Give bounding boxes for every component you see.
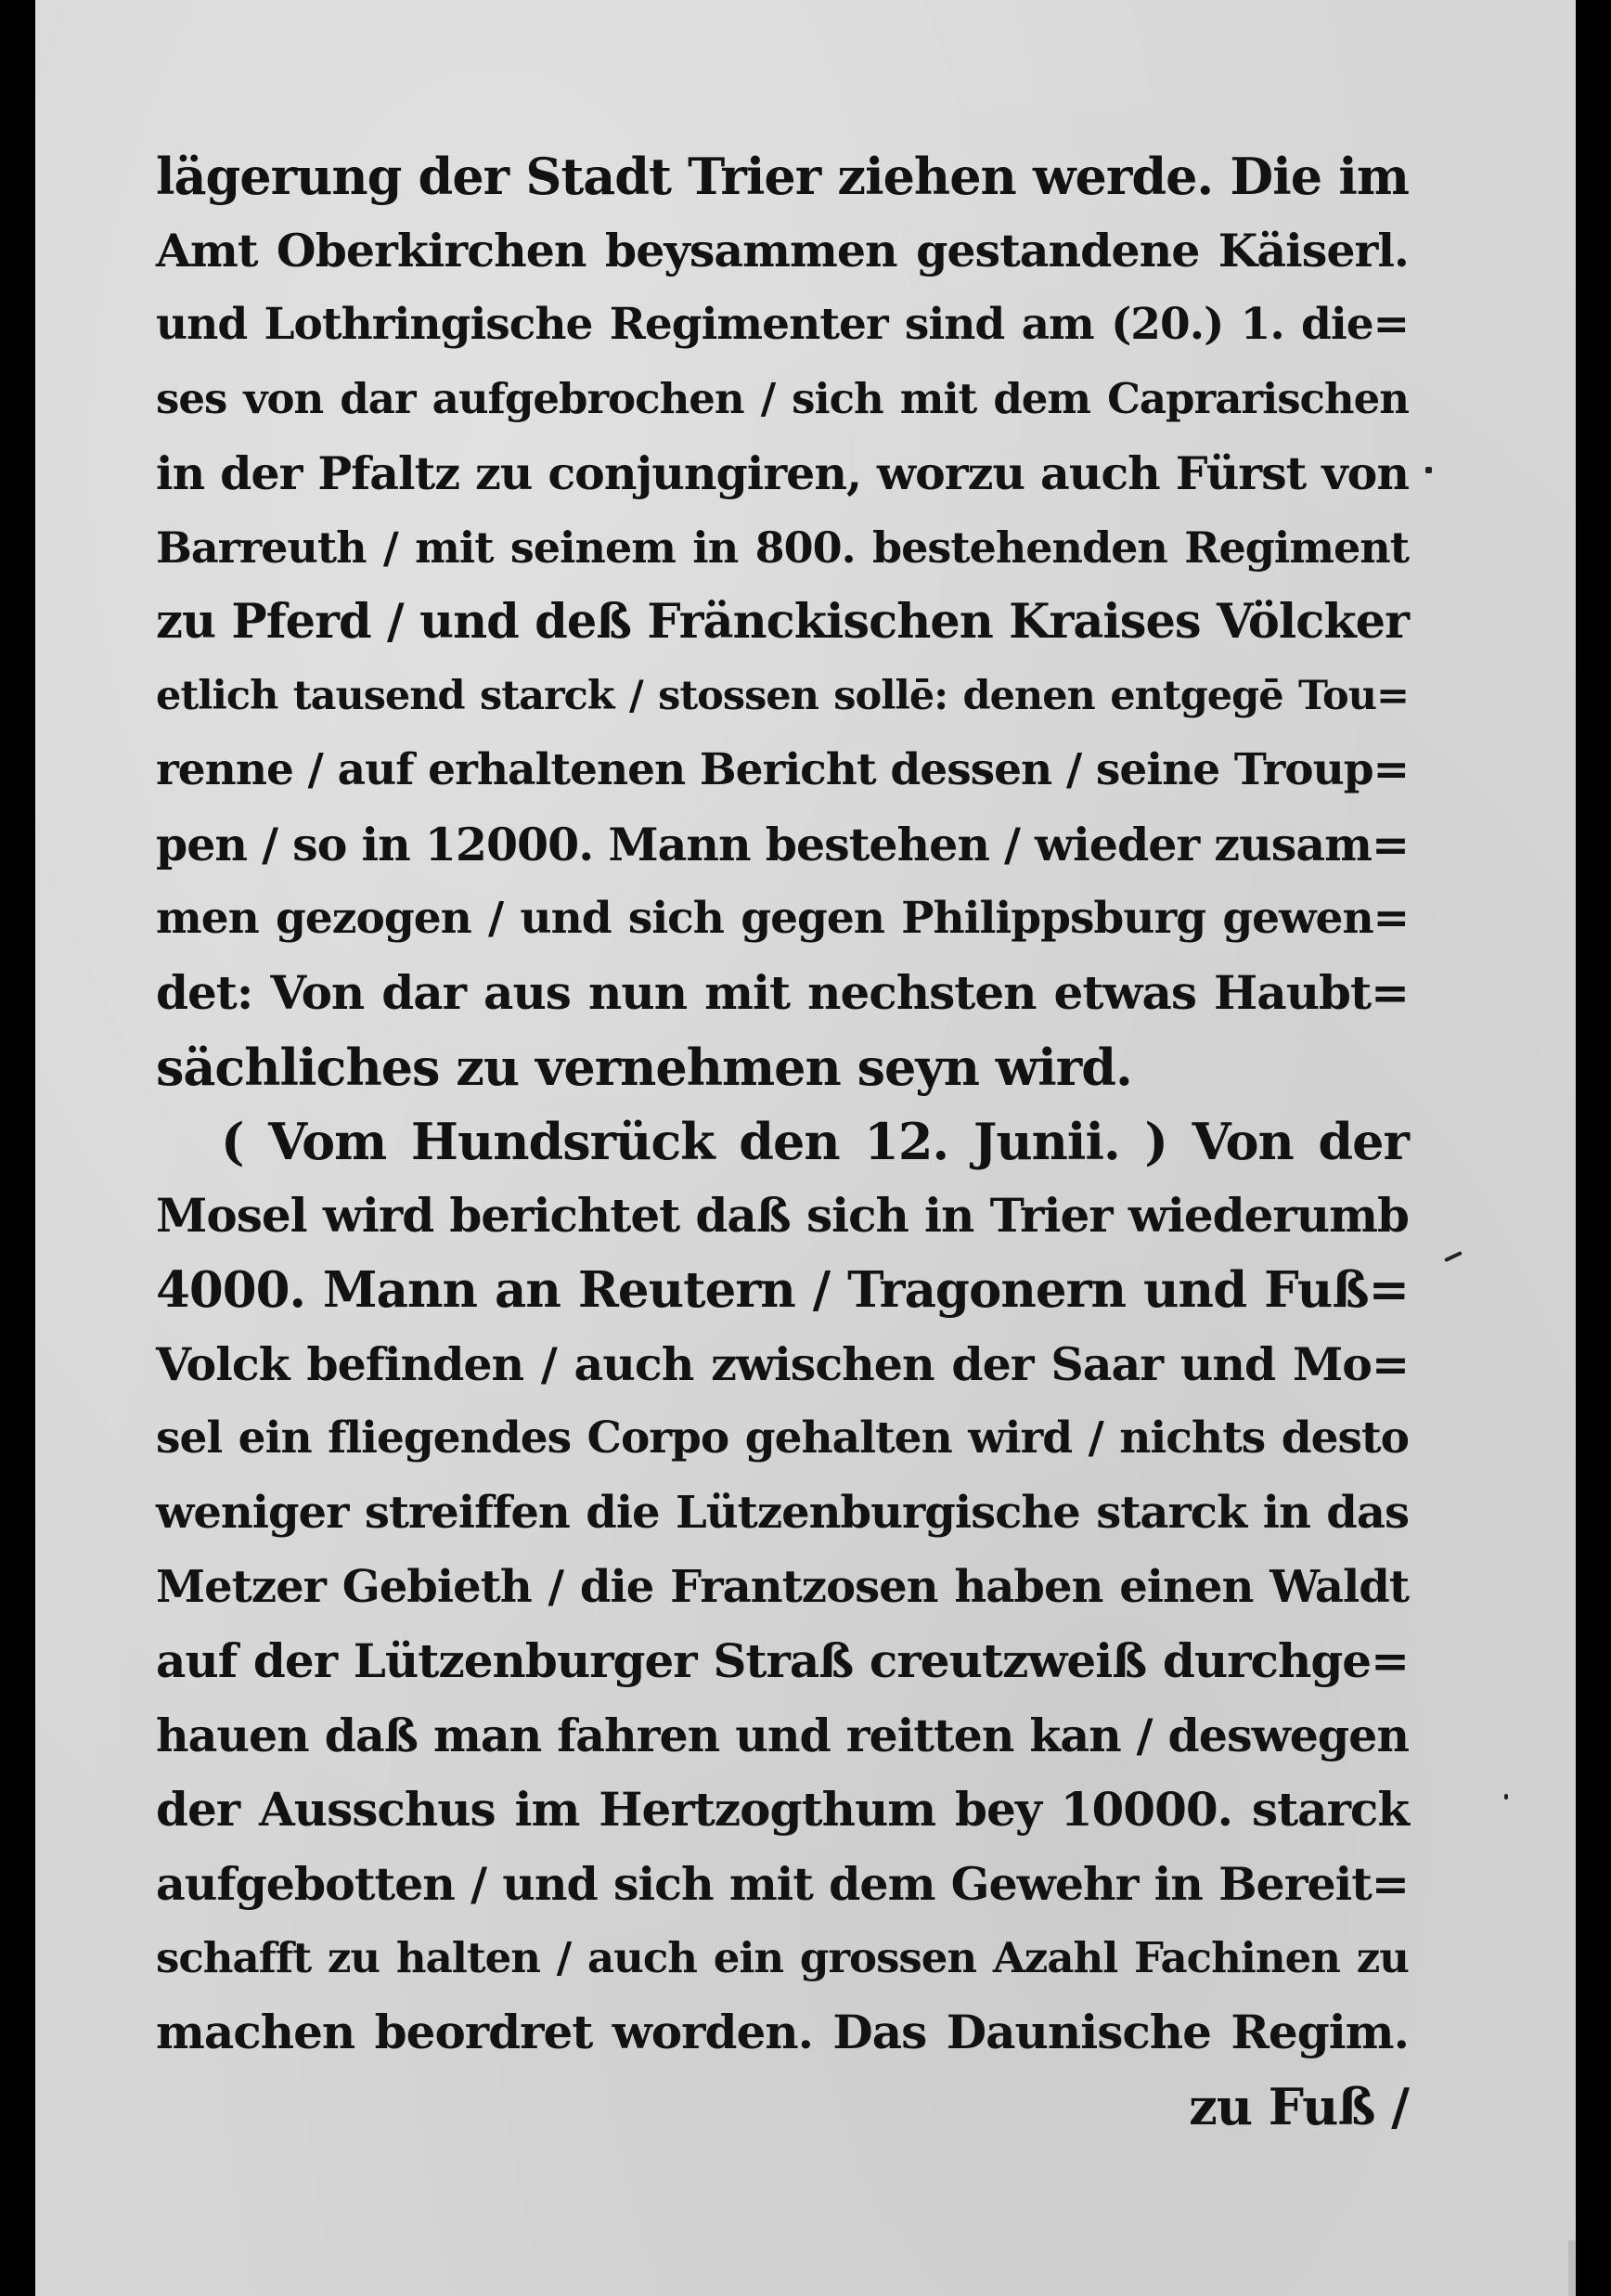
body-text: [156, 139, 1409, 2144]
catchword: zu Fuß /: [1189, 2077, 1409, 2136]
scanned-page: [35, 0, 1576, 2296]
margin-speck: [1504, 1794, 1508, 1799]
text-line: Barreuth / mit seinem in 800. bestehenden Regiment: [156, 522, 1409, 573]
text-line: lägerung der Stadt Trier ziehen werde. Die im: [156, 147, 1409, 206]
text-line: weniger streiffen die Lützenburgische starck in das: [156, 1487, 1409, 1539]
text-line: zu Pferd / und deß Fränckischen Kraises Völcker: [156, 594, 1409, 650]
text-line: sächliches zu vernehmen seyn wird.: [156, 1038, 1132, 1097]
text-line: 4000. Mann an Reutern / Tragonern und Fuß=: [156, 1261, 1409, 1319]
text-line: der Ausschus im Hertzogthum bey 10000. starck: [156, 1782, 1409, 1837]
text-line-indented: ( Vom Hundsrück den 12. Junii. ) Von der: [221, 1112, 1409, 1171]
page-edge-shadow: [1568, 2240, 1576, 2296]
text-line: Volck befinden / auch zwischen der Saar und Mo=: [156, 1337, 1409, 1391]
margin-speck: [1444, 1251, 1463, 1262]
text-line: etlich tausend starck / stossen sollē: denen entgegē Tou=: [156, 673, 1409, 719]
text-line: men gezogen / und sich gegen Philippsburg gewen=: [156, 893, 1409, 944]
text-line: pen / so in 12000. Mann bestehen / wieder zusam=: [156, 818, 1409, 871]
text-line: sel ein fliegendes Corpo gehalten wird / nichts desto: [156, 1412, 1409, 1464]
text-line: aufgebotten / und sich mit dem Gewehr in Bereit=: [156, 1857, 1409, 1911]
text-line: in der Pfaltz zu conjungiren, worzu auch Fürst von: [156, 446, 1409, 500]
text-line: renne / auf erhaltenen Bericht dessen / seine Troup=: [156, 744, 1409, 795]
text-line: Amt Oberkirchen beysammen gestandene Käiserl.: [156, 224, 1409, 277]
margin-speck: [1425, 467, 1432, 473]
text-line: auf der Lützenburger Straß creutzweiß durchge=: [156, 1633, 1409, 1688]
text-line: hauen daß man fahren und reitten kan / deswegen: [156, 1709, 1409, 1762]
text-line: machen beordret worden. Das Daunische Regim.: [156, 2005, 1409, 2059]
text-line: ses von dar aufgebrochen / sich mit dem Caprarischen: [156, 374, 1409, 423]
text-line: schafft zu halten / auch ein grossen Azahl Fachinen zu: [156, 1933, 1409, 1982]
text-line: Mosel wird berichtet daß sich in Trier wiederumb: [156, 1188, 1409, 1243]
text-line: det: Von dar aus nun mit nechsten etwas Haubt=: [156, 965, 1409, 1020]
text-line: Metzer Gebieth / die Frantzosen haben einen Waldt: [156, 1561, 1409, 1613]
text-line: und Lothringische Regimenter sind am (20.) 1. die=: [156, 299, 1409, 350]
